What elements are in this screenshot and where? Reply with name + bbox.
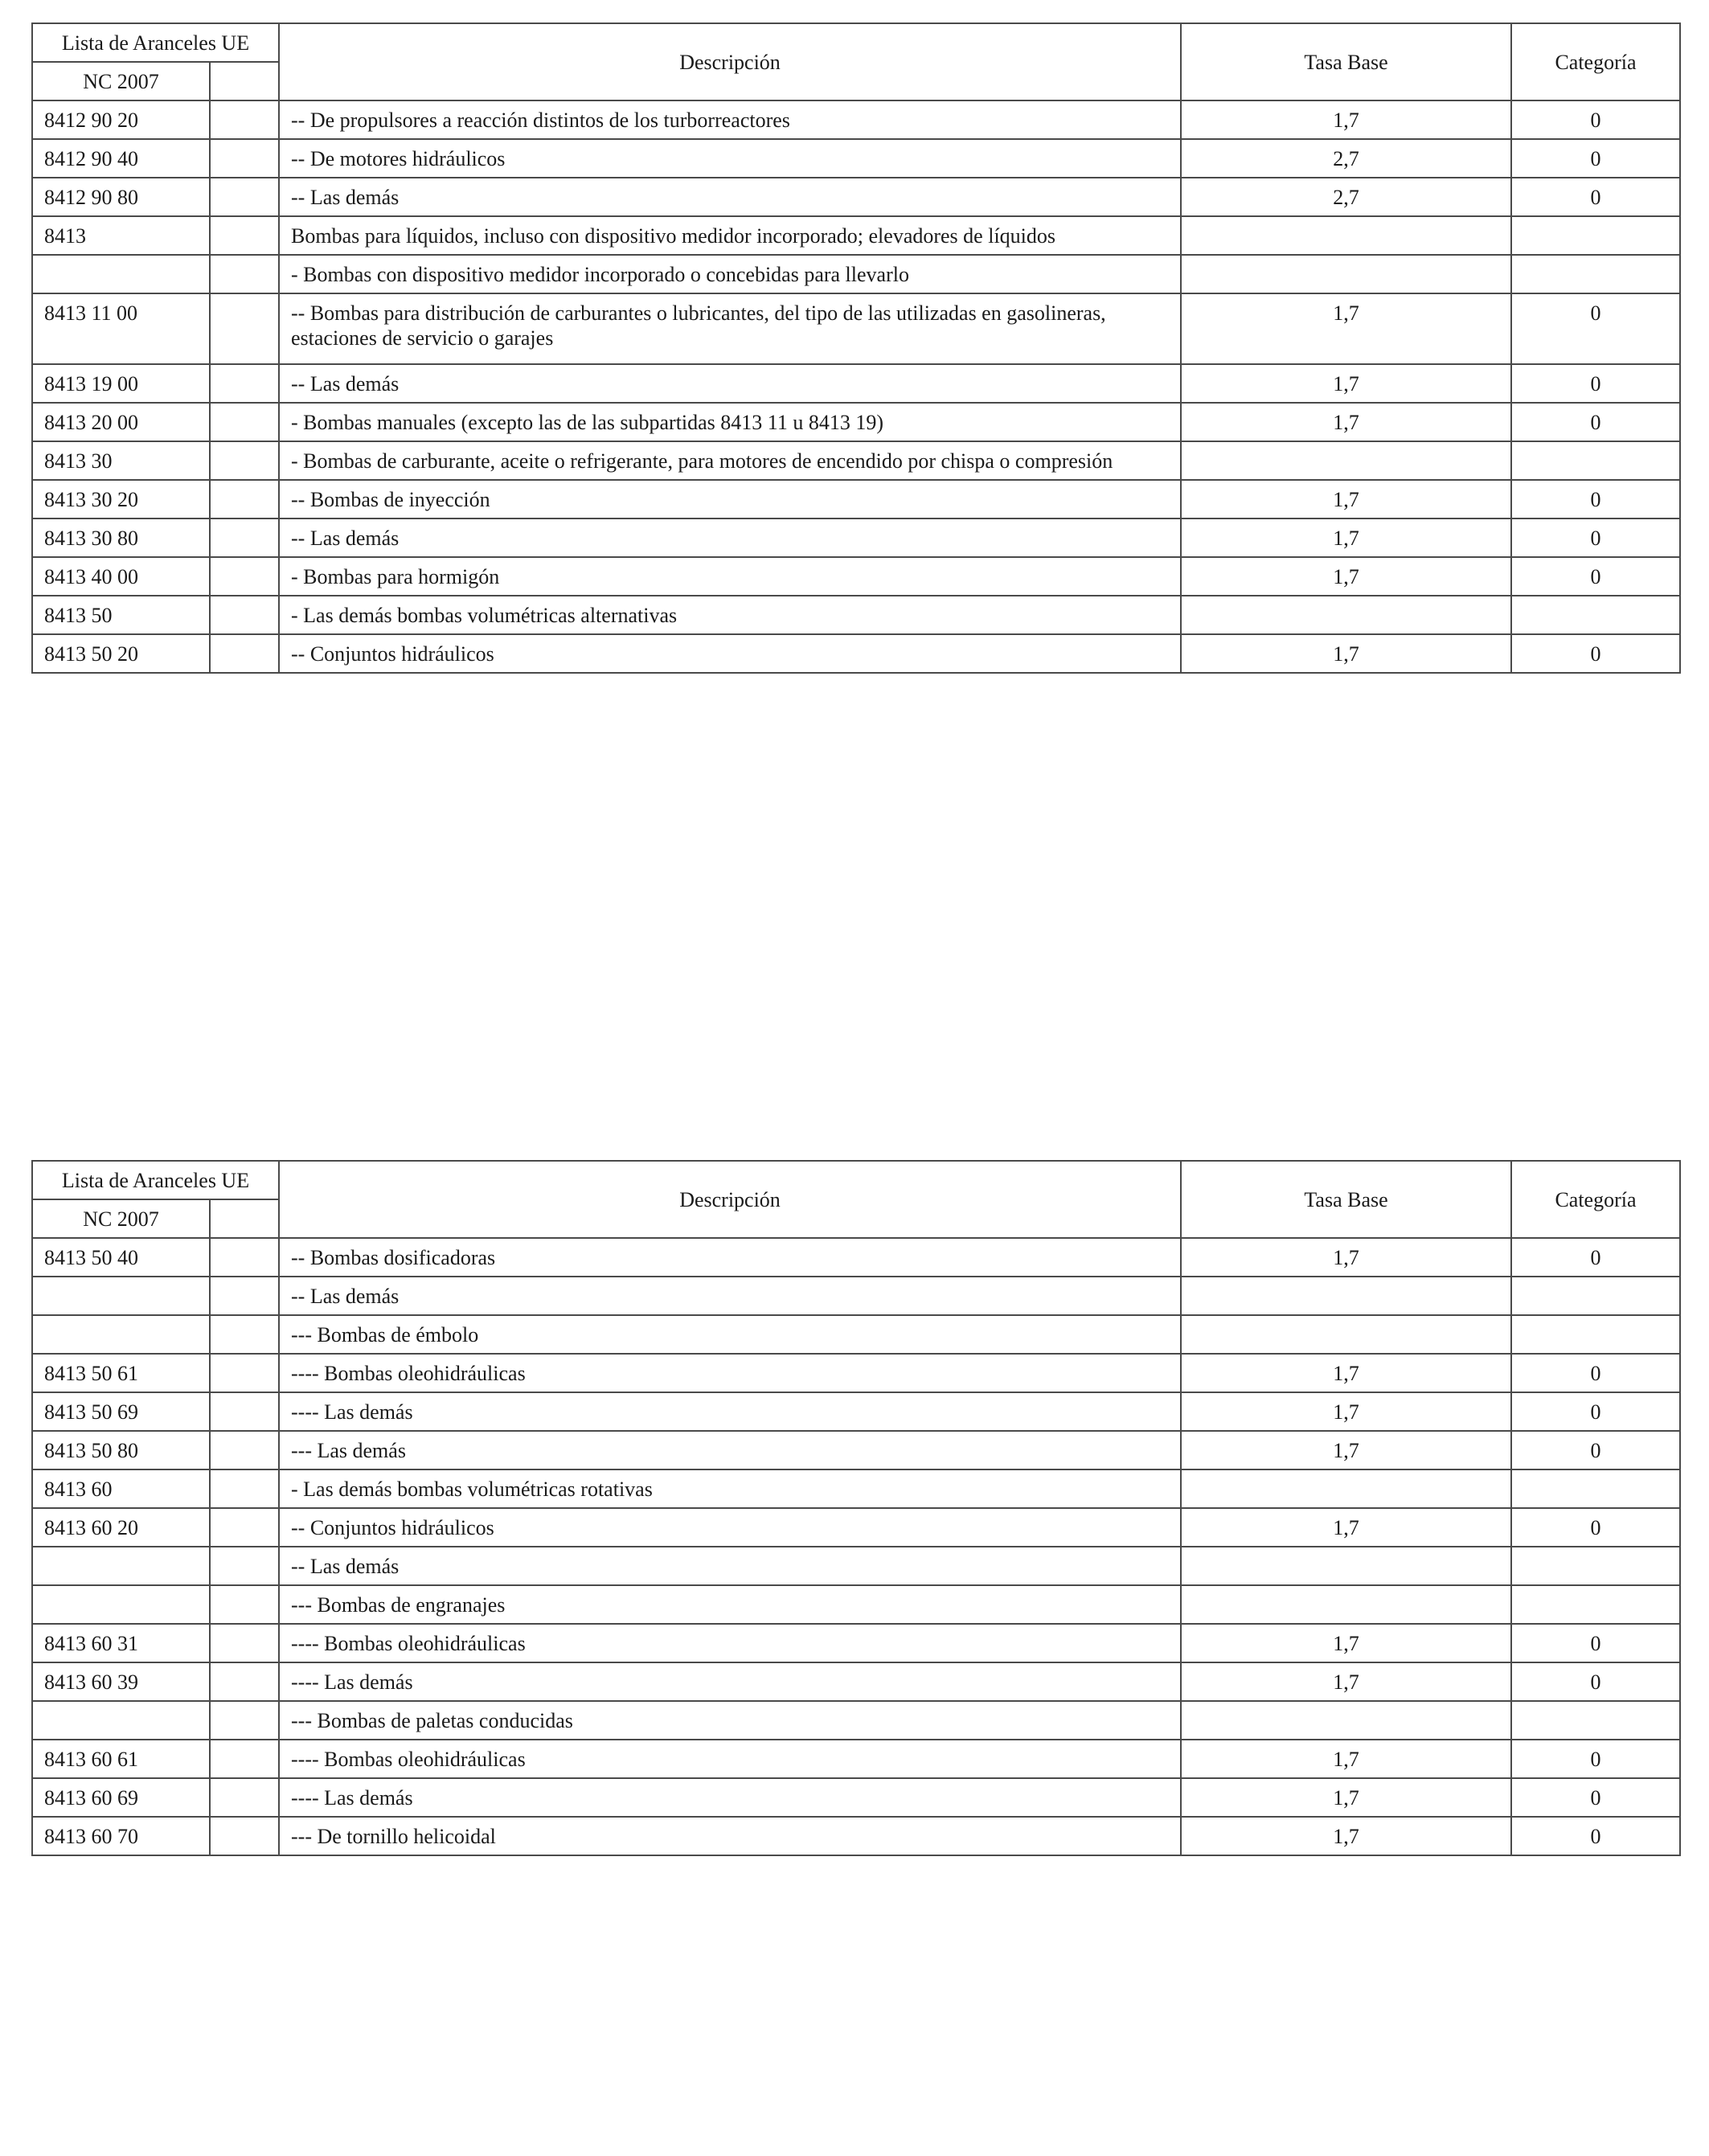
description-cell: -- Bombas de inyección xyxy=(279,480,1181,519)
table-row xyxy=(32,1508,1680,1547)
blank-cell xyxy=(210,1431,279,1469)
description-cell: -- De propulsores a reacción distintos de los turborreactores xyxy=(279,100,1181,139)
rate-cell xyxy=(1181,1315,1511,1354)
code-cell: 8413 50 80 xyxy=(32,1431,210,1469)
description-cell: -- Las demás xyxy=(279,1547,1181,1585)
rate-cell: 1,7 xyxy=(1181,1238,1511,1277)
blank-cell xyxy=(210,1315,279,1354)
tariff-table-2 xyxy=(31,1160,1681,1856)
description-cell: - Bombas de carburante, aceite o refrigerante, para motores de encendido por chispa o compresión xyxy=(279,441,1181,480)
blank-cell xyxy=(210,1662,279,1701)
description-cell: --- Bombas de émbolo xyxy=(279,1315,1181,1354)
blank-cell xyxy=(210,1547,279,1585)
rate-cell: 1,7 xyxy=(1181,480,1511,519)
category-cell: 0 xyxy=(1511,1624,1680,1662)
rate-cell: 1,7 xyxy=(1181,1392,1511,1431)
code-cell xyxy=(32,1547,210,1585)
rate-cell: 2,7 xyxy=(1181,178,1511,216)
header-categoria: Categoría xyxy=(1511,1161,1680,1238)
table-row xyxy=(32,1431,1680,1469)
code-cell: 8413 11 00 xyxy=(32,293,210,364)
header-descripcion: Descripción xyxy=(279,23,1181,100)
rate-cell: 2,7 xyxy=(1181,139,1511,178)
rate-cell: 1,7 xyxy=(1181,1778,1511,1817)
blank-cell xyxy=(210,634,279,673)
category-cell: 0 xyxy=(1511,139,1680,178)
category-cell: 0 xyxy=(1511,100,1680,139)
description-cell: ---- Las demás xyxy=(279,1778,1181,1817)
table-row xyxy=(32,1315,1680,1354)
table-row xyxy=(32,1354,1680,1392)
header-blank-cell xyxy=(210,62,279,100)
table-row xyxy=(32,634,1680,673)
table-row xyxy=(32,403,1680,441)
rate-cell xyxy=(1181,441,1511,480)
code-cell: 8412 90 20 xyxy=(32,100,210,139)
table-row xyxy=(32,178,1680,216)
blank-cell xyxy=(210,1624,279,1662)
blank-cell xyxy=(210,1392,279,1431)
category-cell: 0 xyxy=(1511,364,1680,403)
category-cell: 0 xyxy=(1511,1238,1680,1277)
table-row xyxy=(32,596,1680,634)
table-row xyxy=(32,519,1680,557)
description-cell: -- Bombas dosificadoras xyxy=(279,1238,1181,1277)
header-tasa-base: Tasa Base xyxy=(1181,1161,1511,1238)
code-cell: 8413 50 20 xyxy=(32,634,210,673)
rate-cell: 1,7 xyxy=(1181,634,1511,673)
description-cell: ---- Bombas oleohidráulicas xyxy=(279,1354,1181,1392)
category-cell xyxy=(1511,1315,1680,1354)
description-cell: -- Las demás xyxy=(279,519,1181,557)
rate-cell: 1,7 xyxy=(1181,100,1511,139)
blank-cell xyxy=(210,1740,279,1778)
rate-cell: 1,7 xyxy=(1181,1431,1511,1469)
blank-cell xyxy=(210,255,279,293)
category-cell: 0 xyxy=(1511,1662,1680,1701)
rate-cell xyxy=(1181,216,1511,255)
category-cell: 0 xyxy=(1511,1431,1680,1469)
table-row xyxy=(32,1778,1680,1817)
table-row xyxy=(32,1701,1680,1740)
blank-cell xyxy=(210,1354,279,1392)
table-row xyxy=(32,139,1680,178)
rate-cell: 1,7 xyxy=(1181,1354,1511,1392)
rate-cell: 1,7 xyxy=(1181,1508,1511,1547)
description-cell: ---- Bombas oleohidráulicas xyxy=(279,1740,1181,1778)
blank-cell xyxy=(210,1469,279,1508)
code-cell: 8413 60 xyxy=(32,1469,210,1508)
table-row xyxy=(32,480,1680,519)
rate-cell: 1,7 xyxy=(1181,364,1511,403)
description-cell: -- De motores hidráulicos xyxy=(279,139,1181,178)
code-cell: 8413 50 69 xyxy=(32,1392,210,1431)
description-cell: ---- Las demás xyxy=(279,1392,1181,1431)
table-row xyxy=(32,216,1680,255)
description-cell: Bombas para líquidos, incluso con dispositivo medidor incorporado; elevadores de líquidos xyxy=(279,216,1181,255)
code-cell xyxy=(32,1315,210,1354)
table-row xyxy=(32,1547,1680,1585)
code-cell: 8413 60 69 xyxy=(32,1778,210,1817)
code-cell xyxy=(32,1585,210,1624)
code-cell: 8413 50 xyxy=(32,596,210,634)
table-row xyxy=(32,1392,1680,1431)
category-cell: 0 xyxy=(1511,634,1680,673)
code-cell: 8413 20 00 xyxy=(32,403,210,441)
blank-cell xyxy=(210,480,279,519)
rate-cell xyxy=(1181,596,1511,634)
tariff-table-1-body xyxy=(32,23,1680,673)
description-cell: -- Conjuntos hidráulicos xyxy=(279,634,1181,673)
rate-cell: 1,7 xyxy=(1181,1624,1511,1662)
rate-cell: 1,7 xyxy=(1181,1740,1511,1778)
category-cell: 0 xyxy=(1511,403,1680,441)
code-cell: 8413 60 70 xyxy=(32,1817,210,1855)
table-row xyxy=(32,364,1680,403)
category-cell xyxy=(1511,596,1680,634)
rate-cell xyxy=(1181,1701,1511,1740)
category-cell: 0 xyxy=(1511,1778,1680,1817)
blank-cell xyxy=(210,1778,279,1817)
code-cell: 8412 90 40 xyxy=(32,139,210,178)
category-cell xyxy=(1511,1469,1680,1508)
category-cell: 0 xyxy=(1511,1740,1680,1778)
code-cell: 8413 60 39 xyxy=(32,1662,210,1701)
description-cell: --- Bombas de paletas conducidas xyxy=(279,1701,1181,1740)
description-cell: -- Las demás xyxy=(279,364,1181,403)
header-nc-2007: NC 2007 xyxy=(32,1199,210,1238)
blank-cell xyxy=(210,293,279,364)
category-cell xyxy=(1511,1701,1680,1740)
rate-cell: 1,7 xyxy=(1181,519,1511,557)
category-cell: 0 xyxy=(1511,480,1680,519)
code-cell: 8412 90 80 xyxy=(32,178,210,216)
category-cell: 0 xyxy=(1511,1392,1680,1431)
blank-cell xyxy=(210,139,279,178)
table-row xyxy=(32,1817,1680,1855)
description-cell: --- De tornillo helicoidal xyxy=(279,1817,1181,1855)
description-cell: ---- Bombas oleohidráulicas xyxy=(279,1624,1181,1662)
rate-cell: 1,7 xyxy=(1181,1662,1511,1701)
code-cell: 8413 30 80 xyxy=(32,519,210,557)
code-cell: 8413 19 00 xyxy=(32,364,210,403)
table-row xyxy=(32,1662,1680,1701)
header-tasa-base: Tasa Base xyxy=(1181,23,1511,100)
table-row xyxy=(32,293,1680,364)
description-cell: - Las demás bombas volumétricas rotativas xyxy=(279,1469,1181,1508)
description-cell: -- Bombas para distribución de carburantes o lubricantes, del tipo de las utilizadas en gasolineras, estaciones de servicio o garajes xyxy=(279,293,1181,364)
code-cell: 8413 xyxy=(32,216,210,255)
category-cell xyxy=(1511,441,1680,480)
blank-cell xyxy=(210,1277,279,1315)
rate-cell xyxy=(1181,1469,1511,1508)
header-list-label: Lista de Aranceles UE xyxy=(32,1161,279,1199)
category-cell: 0 xyxy=(1511,1508,1680,1547)
blank-cell xyxy=(210,1701,279,1740)
blank-cell xyxy=(210,216,279,255)
blank-cell xyxy=(210,1585,279,1624)
table-row xyxy=(32,1585,1680,1624)
description-cell: ---- Las demás xyxy=(279,1662,1181,1701)
header-blank-cell xyxy=(210,1199,279,1238)
rate-cell: 1,7 xyxy=(1181,293,1511,364)
category-cell xyxy=(1511,255,1680,293)
blank-cell xyxy=(210,364,279,403)
tariff-table-2-body xyxy=(32,1161,1680,1855)
code-cell xyxy=(32,1701,210,1740)
blank-cell xyxy=(210,100,279,139)
description-cell: -- Las demás xyxy=(279,1277,1181,1315)
rate-cell: 1,7 xyxy=(1181,403,1511,441)
rate-cell xyxy=(1181,1547,1511,1585)
blank-cell xyxy=(210,557,279,596)
code-cell: 8413 40 00 xyxy=(32,557,210,596)
blank-cell xyxy=(210,403,279,441)
blank-cell xyxy=(210,441,279,480)
header-row xyxy=(32,1161,1680,1199)
blank-cell xyxy=(210,1238,279,1277)
blank-cell xyxy=(210,1817,279,1855)
header-row xyxy=(32,23,1680,62)
description-cell: -- Las demás xyxy=(279,178,1181,216)
code-cell: 8413 60 61 xyxy=(32,1740,210,1778)
category-cell xyxy=(1511,1585,1680,1624)
description-cell: --- Las demás xyxy=(279,1431,1181,1469)
category-cell: 0 xyxy=(1511,293,1680,364)
header-categoria: Categoría xyxy=(1511,23,1680,100)
header-descripcion: Descripción xyxy=(279,1161,1181,1238)
table-row xyxy=(32,1624,1680,1662)
description-cell: -- Conjuntos hidráulicos xyxy=(279,1508,1181,1547)
blank-cell xyxy=(210,596,279,634)
rate-cell: 1,7 xyxy=(1181,557,1511,596)
table-row xyxy=(32,441,1680,480)
category-cell: 0 xyxy=(1511,1817,1680,1855)
category-cell: 0 xyxy=(1511,1354,1680,1392)
description-cell: - Bombas con dispositivo medidor incorporado o concebidas para llevarlo xyxy=(279,255,1181,293)
tariff-table-1 xyxy=(31,23,1681,674)
category-cell: 0 xyxy=(1511,557,1680,596)
blank-cell xyxy=(210,519,279,557)
rate-cell xyxy=(1181,1585,1511,1624)
table-row xyxy=(32,1740,1680,1778)
table-row xyxy=(32,1238,1680,1277)
table-row xyxy=(32,1469,1680,1508)
description-cell: - Las demás bombas volumétricas alternativas xyxy=(279,596,1181,634)
rate-cell xyxy=(1181,1277,1511,1315)
rate-cell xyxy=(1181,255,1511,293)
category-cell: 0 xyxy=(1511,178,1680,216)
code-cell: 8413 30 xyxy=(32,441,210,480)
description-cell: - Bombas manuales (excepto las de las subpartidas 8413 11 u 8413 19) xyxy=(279,403,1181,441)
table-row xyxy=(32,557,1680,596)
code-cell: 8413 60 31 xyxy=(32,1624,210,1662)
blank-cell xyxy=(210,1508,279,1547)
description-cell: - Bombas para hormigón xyxy=(279,557,1181,596)
table-row xyxy=(32,1277,1680,1315)
category-cell xyxy=(1511,1547,1680,1585)
category-cell xyxy=(1511,1277,1680,1315)
header-nc-2007: NC 2007 xyxy=(32,62,210,100)
category-cell: 0 xyxy=(1511,519,1680,557)
code-cell: 8413 30 20 xyxy=(32,480,210,519)
table-row xyxy=(32,100,1680,139)
table-row xyxy=(32,255,1680,293)
code-cell xyxy=(32,255,210,293)
code-cell: 8413 50 61 xyxy=(32,1354,210,1392)
category-cell xyxy=(1511,216,1680,255)
code-cell: 8413 50 40 xyxy=(32,1238,210,1277)
header-list-label: Lista de Aranceles UE xyxy=(32,23,279,62)
code-cell: 8413 60 20 xyxy=(32,1508,210,1547)
blank-cell xyxy=(210,178,279,216)
code-cell xyxy=(32,1277,210,1315)
rate-cell: 1,7 xyxy=(1181,1817,1511,1855)
description-cell: --- Bombas de engranajes xyxy=(279,1585,1181,1624)
